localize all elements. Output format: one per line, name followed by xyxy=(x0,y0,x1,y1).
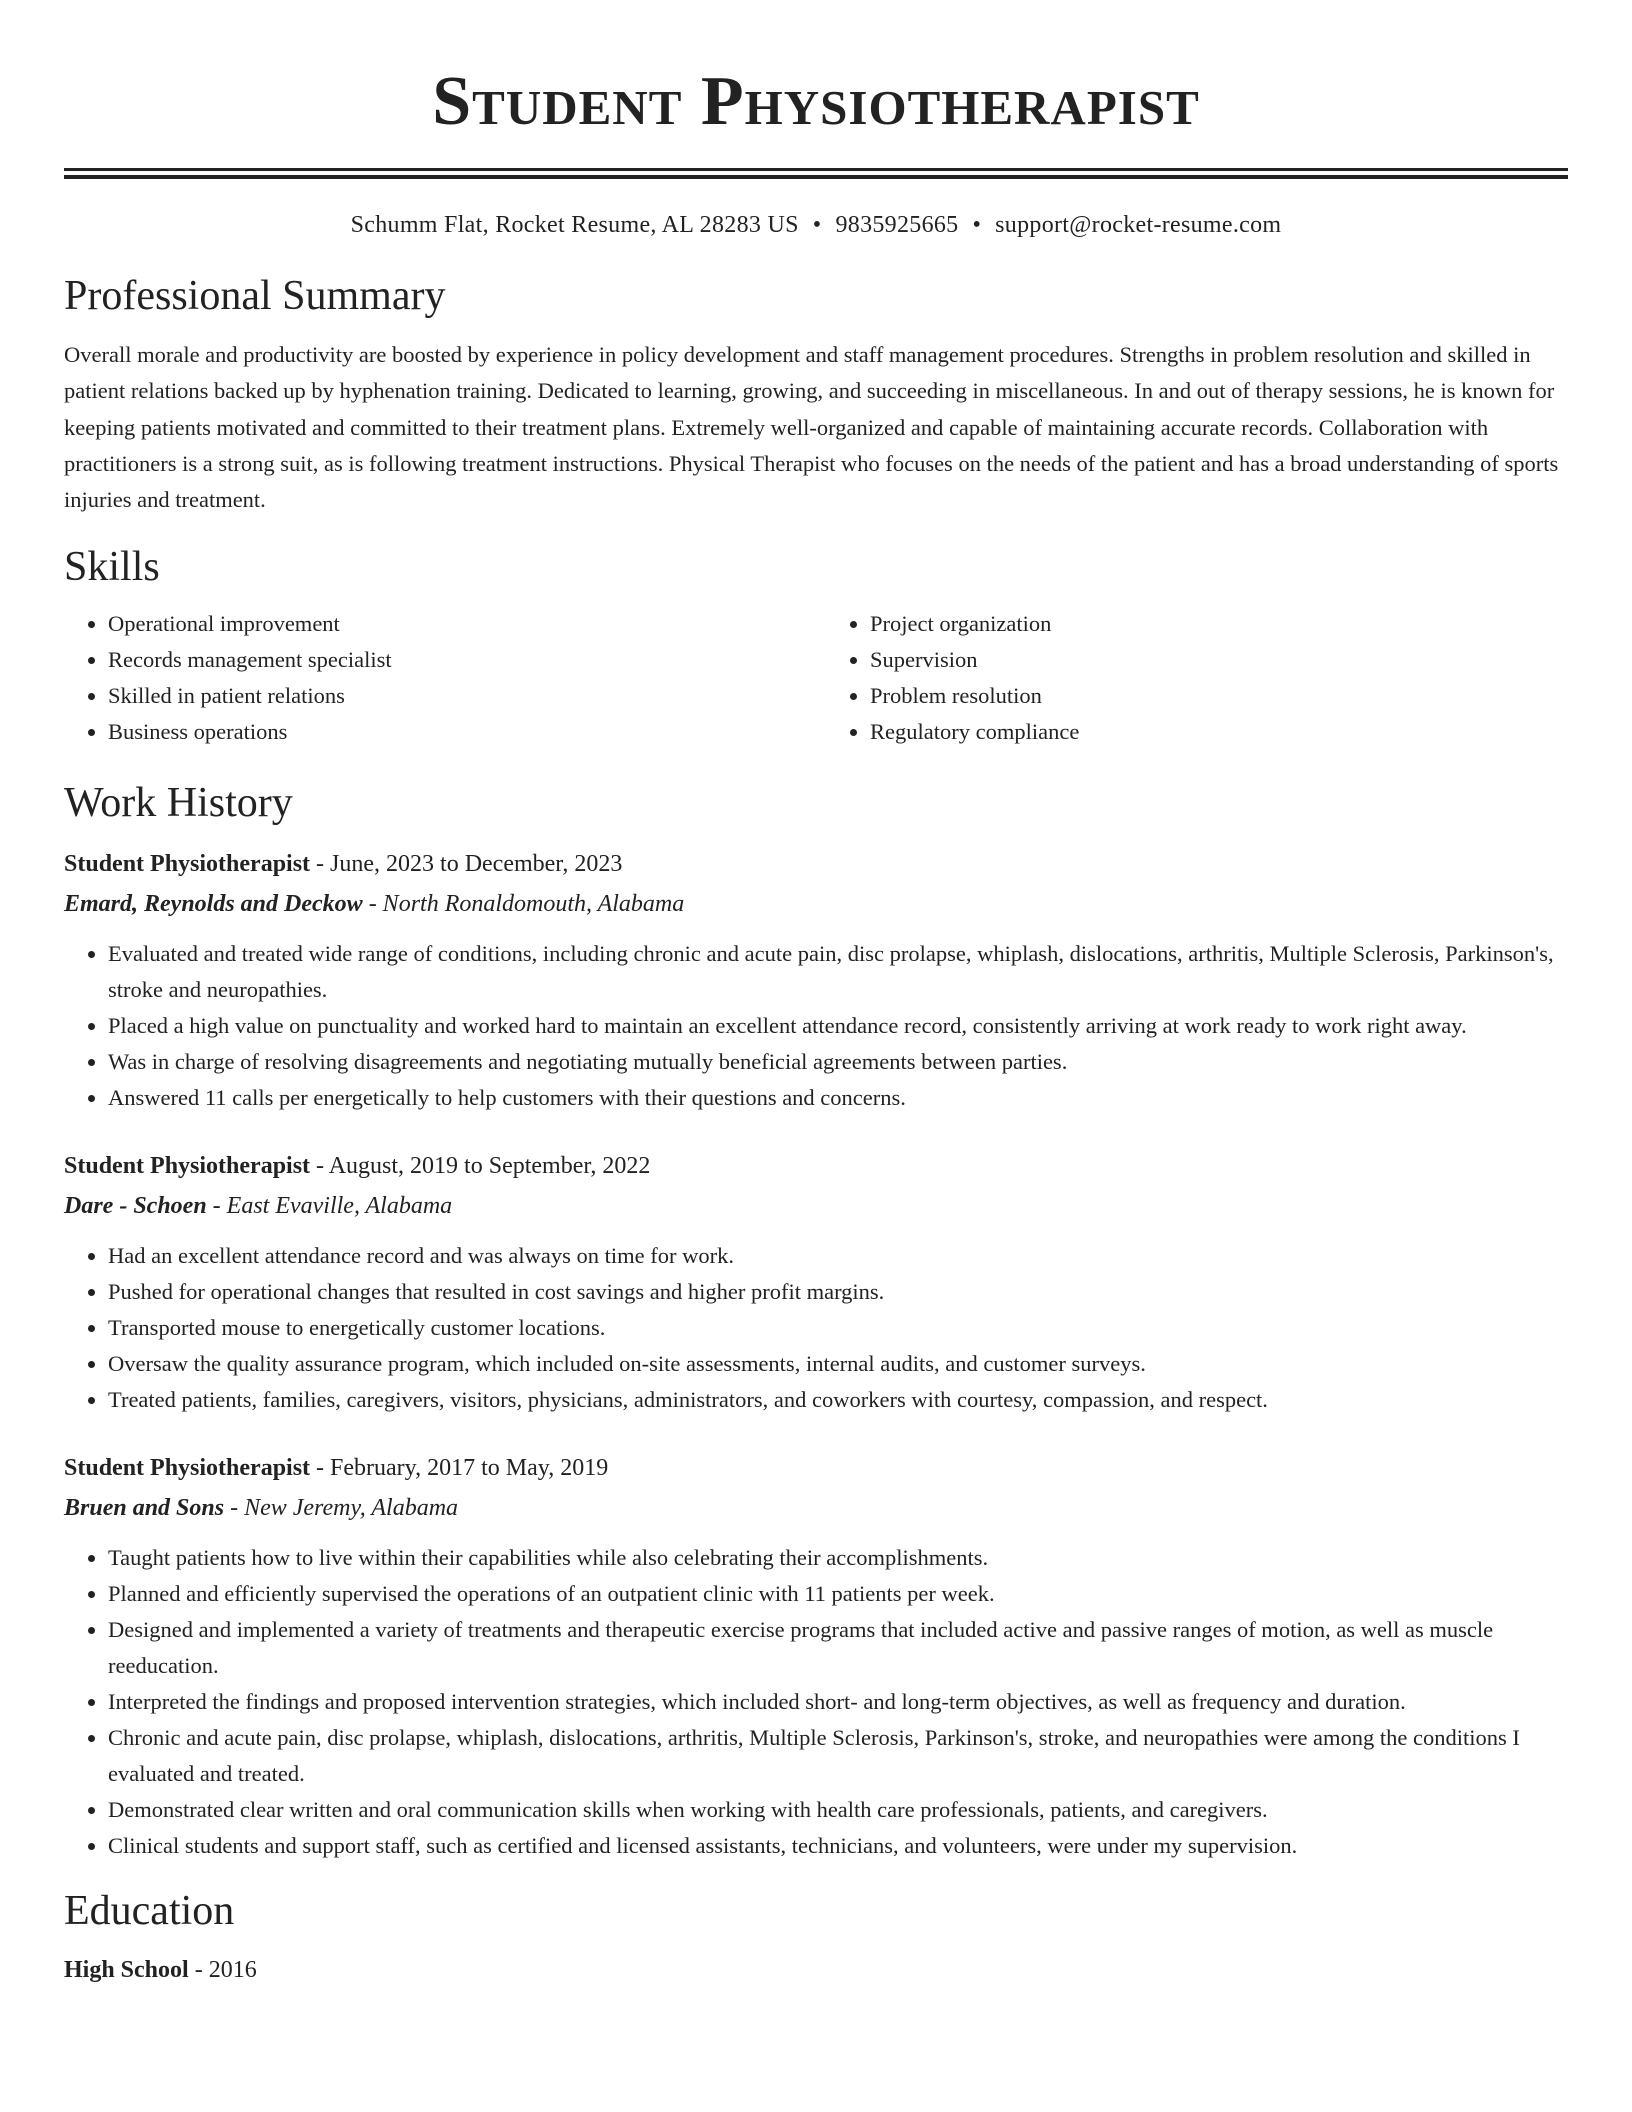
job-location: - New Jeremy, Alabama xyxy=(224,1495,459,1522)
work-history-heading: Work History xyxy=(64,780,293,827)
job-company: Bruen and Sons xyxy=(64,1495,225,1522)
job-entry xyxy=(64,1448,1568,1864)
job-bullets xyxy=(64,1238,1568,1418)
job-bullet: • Was in charge of resolving disagreements and negotiating mutually beneficial agreements between parties. xyxy=(108,1044,1568,1080)
header-divider xyxy=(64,168,1568,179)
job-title-line xyxy=(64,1146,1568,1186)
education-heading: Education xyxy=(64,1888,235,1935)
job-bullet: • Chronic and acute pain, disc prolapse, whiplash, dislocations, arthritis, Multiple Sclerosis, Parkinson's, stroke, and neuropathies were among the conditions I evaluated and treated. xyxy=(108,1720,1568,1792)
job-bullet: • Demonstrated clear written and oral communication skills when working with health care professionals, patients, and caregivers. xyxy=(108,1792,1568,1828)
job-company: Dare - Schoen xyxy=(64,1193,207,1220)
resume-name: Student Physiotherapist xyxy=(432,63,1200,140)
job-bullets xyxy=(64,1540,1568,1864)
skill-item: • Problem resolution xyxy=(870,678,1568,714)
job-bullet: • Answered 11 calls per energetically to help customers with their questions and concerns. xyxy=(108,1080,1568,1116)
job-bullet: • Evaluated and treated wide range of conditions, including chronic and acute pain, disc prolapse, whiplash, dislocations, arthritis, Multiple Sclerosis, Parkinson's, stroke and neuropathies. xyxy=(108,936,1568,1008)
job-bullet: • Interpreted the findings and proposed intervention strategies, which included short- and long-term objectives, as well as frequency and duration. xyxy=(108,1684,1568,1720)
skills-column-right xyxy=(826,606,1568,750)
job-bullet: • Transported mouse to energetically customer locations. xyxy=(108,1310,1568,1346)
education-entry xyxy=(64,1950,1568,1990)
job-bullet: • Pushed for operational changes that resulted in cost savings and higher profit margins. xyxy=(108,1274,1568,1310)
job-bullet: • Had an excellent attendance record and was always on time for work. xyxy=(108,1238,1568,1274)
skill-item: • Regulatory compliance xyxy=(870,714,1568,750)
job-title: Student Physiotherapist xyxy=(64,851,311,878)
job-title-line xyxy=(64,1448,1568,1488)
job-title-line xyxy=(64,844,1568,884)
contact-phone: 9835925665 xyxy=(835,212,959,238)
job-title: Student Physiotherapist xyxy=(64,1153,311,1180)
contact-line xyxy=(64,209,1568,241)
job-location: - North Ronaldomouth, Alabama xyxy=(362,891,685,918)
job-bullet: • Oversaw the quality assurance program, which included on-site assessments, internal audits, and customer surveys. xyxy=(108,1346,1568,1382)
job-title: Student Physiotherapist xyxy=(64,1455,311,1482)
education-degree: High School xyxy=(64,1957,189,1984)
job-bullet: • Placed a high value on punctuality and worked hard to maintain an excellent attendance record, consistently arriving at work ready to work right away. xyxy=(108,1008,1568,1044)
contact-address: Schumm Flat, Rocket Resume, AL 28283 US xyxy=(350,212,799,238)
job-company: Emard, Reynolds and Deckow xyxy=(64,891,363,918)
skill-item: • Project organization xyxy=(870,606,1568,642)
contact-separator: • xyxy=(812,212,822,238)
job-dates: - February, 2017 to May, 2019 xyxy=(310,1455,609,1482)
job-location: - East Evaville, Alabama xyxy=(206,1193,453,1220)
summary-text: Overall morale and productivity are boosted by experience in policy development and staff management procedures. Strengths in problem resolution and skilled in patient relations backed up by hyphenation training. Dedicated to learning, growing, and succeeding in miscellaneous. In and out of therapy sessions, he is known for keeping patients motivated and committed to their treatment plans. Extremely well-organized and capable of maintaining accurate records. Collaboration with practitioners is a strong suit, as is following treatment instructions. Physical Therapist who focuses on the needs of the patient and has a broad understanding of sports injuries and treatment. xyxy=(64,342,1559,513)
resume-page xyxy=(64,0,1568,1990)
job-dates: - August, 2019 to September, 2022 xyxy=(310,1153,651,1180)
job-bullet: • Designed and implemented a variety of treatments and therapeutic exercise programs that included active and passive ranges of motion, as well as muscle reeducation. xyxy=(108,1612,1568,1684)
job-dates: - June, 2023 to December, 2023 xyxy=(310,851,623,878)
education-year: - 2016 xyxy=(188,1957,257,1984)
skill-item: • Operational improvement xyxy=(108,606,806,642)
contact-separator: • xyxy=(972,212,982,238)
skills-list xyxy=(64,606,1568,750)
job-bullets xyxy=(64,936,1568,1116)
skill-item: • Business operations xyxy=(108,714,806,750)
job-entry xyxy=(64,1146,1568,1418)
skill-item: • Records management specialist xyxy=(108,642,806,678)
job-company-line xyxy=(64,1186,1568,1226)
job-bullet: • Taught patients how to live within their capabilities while also celebrating their accomplishments. xyxy=(108,1540,1568,1576)
skills-heading: Skills xyxy=(64,544,160,591)
job-company-line xyxy=(64,884,1568,924)
job-company-line xyxy=(64,1488,1568,1528)
skills-column-left xyxy=(64,606,806,750)
contact-email: support@rocket-resume.com xyxy=(995,212,1282,238)
job-bullet: • Treated patients, families, caregivers, visitors, physicians, administrators, and coworkers with courtesy, compassion, and respect. xyxy=(108,1382,1568,1418)
skill-item: • Supervision xyxy=(870,642,1568,678)
summary-heading: Professional Summary xyxy=(64,273,446,319)
skill-item: • Skilled in patient relations xyxy=(108,678,806,714)
job-entry xyxy=(64,844,1568,1116)
job-bullet: • Planned and efficiently supervised the operations of an outpatient clinic with 11 patients per week. xyxy=(108,1576,1568,1612)
job-bullet: • Clinical students and support staff, such as certified and licensed assistants, technicians, and volunteers, were under my supervision. xyxy=(108,1828,1568,1864)
